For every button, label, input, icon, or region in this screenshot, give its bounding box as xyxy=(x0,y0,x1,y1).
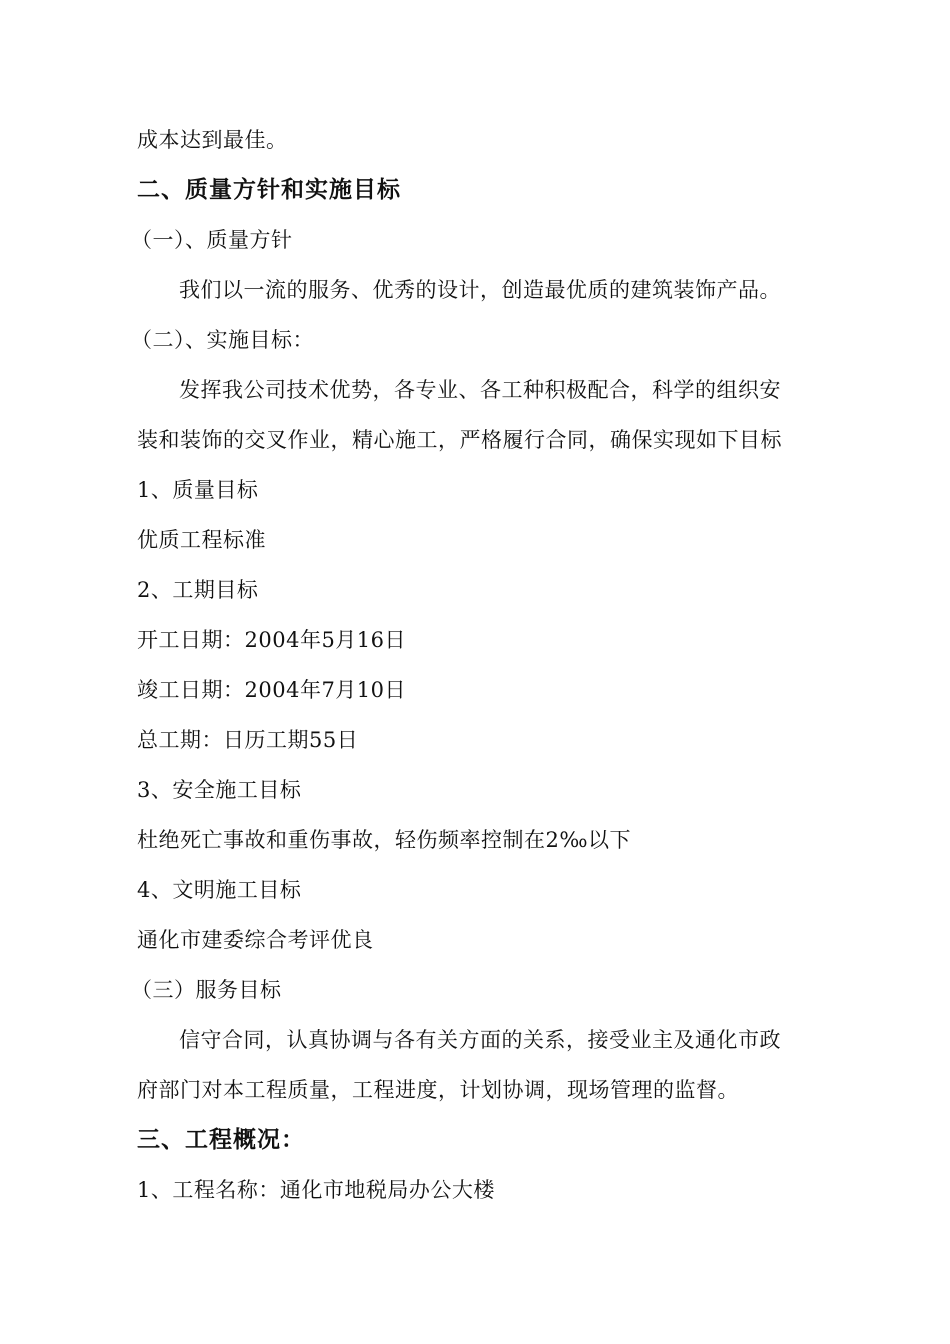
item-heading: 3、安全施工目标 xyxy=(137,778,302,802)
text-line: 总工期：日历工期55日 xyxy=(137,728,359,752)
text-line: 开工日期：2004年5月16日 xyxy=(137,628,407,652)
item-heading: 1、质量目标 xyxy=(137,478,259,502)
paragraph-line: 发挥我公司技术优势，各专业、各工种积极配合，科学的组织安 xyxy=(179,378,781,402)
paragraph-line: 我们以一流的服务、优秀的设计，创造最优质的建筑装饰产品。 xyxy=(179,278,781,302)
text-line: 通化市建委综合考评优良 xyxy=(137,928,374,952)
item-heading: 1、工程名称：通化市地税局办公大楼 xyxy=(137,1178,495,1202)
item-heading: 2、工期目标 xyxy=(137,578,259,602)
subsection-heading: （二）、实施目标： xyxy=(131,328,314,352)
section-heading: 二、质量方针和实施目标 xyxy=(137,176,401,203)
text-line: 优质工程标准 xyxy=(137,528,266,552)
section-heading: 三、工程概况： xyxy=(137,1126,305,1153)
paragraph-line: 装和装饰的交叉作业，精心施工，严格履行合同，确保实现如下目标 xyxy=(137,428,782,452)
item-heading: 4、文明施工目标 xyxy=(137,878,302,902)
paragraph-line: 府部门对本工程质量，工程进度，计划协调，现场管理的监督。 xyxy=(137,1078,739,1102)
text-line: 成本达到最佳。 xyxy=(137,128,288,152)
text-line: 杜绝死亡事故和重伤事故，轻伤频率控制在2‰以下 xyxy=(137,828,632,852)
text-line: 竣工日期：2004年7月10日 xyxy=(137,678,407,702)
subsection-heading: （三）服务目标 xyxy=(131,978,282,1002)
paragraph-line: 信守合同，认真协调与各有关方面的关系，接受业主及通化市政 xyxy=(179,1028,781,1052)
subsection-heading: （一）、质量方针 xyxy=(131,228,293,252)
